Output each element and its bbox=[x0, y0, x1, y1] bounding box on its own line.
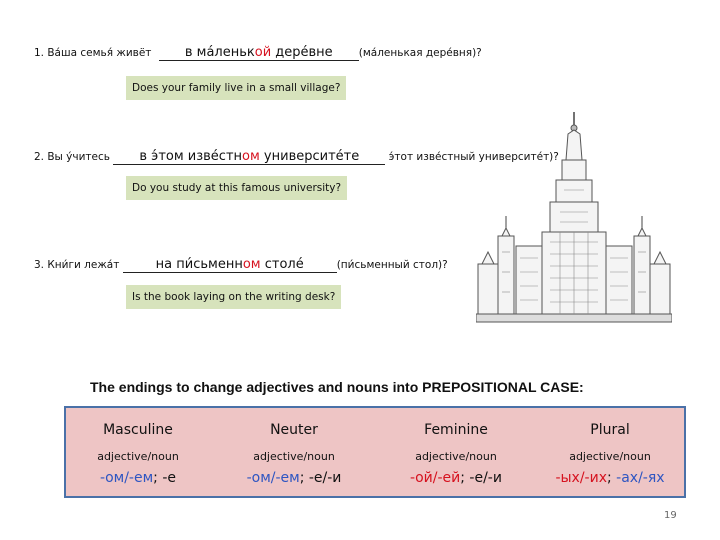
masculine-noun-ending: -е bbox=[162, 470, 176, 486]
column-head-neuter: Neuter bbox=[270, 422, 318, 438]
sentence-1-hint: (ма́ленькая дере́вня)? bbox=[358, 47, 482, 59]
sentence-2-answer-blank bbox=[113, 149, 385, 165]
sentence-1-prefix: 1. Ва́ша семья́ живёт bbox=[34, 47, 152, 59]
sentence-3-prefix: 3. Кни́ги лежа́т bbox=[34, 259, 120, 271]
endings-title: The endings to change adjectives and nouns into PREPOSITIONAL CASE: bbox=[90, 379, 584, 395]
column-head-plural: Plural bbox=[590, 422, 630, 438]
translation-1: Does your family live in a small village? bbox=[126, 76, 346, 100]
masculine-separator: ; bbox=[153, 470, 163, 486]
feminine-adjective-ending: -ой/-ей bbox=[410, 470, 461, 486]
sentence-1-noun: дере́вне bbox=[271, 45, 333, 60]
column-sub-plural: adjective/noun bbox=[569, 450, 651, 463]
sentence-2-noun: университе́те bbox=[259, 149, 360, 164]
column-endings-neuter bbox=[216, 470, 372, 486]
column-endings-masculine bbox=[72, 470, 204, 486]
sentence-3-hint: (пи́сьменный стол)? bbox=[336, 259, 448, 271]
page-number: 19 bbox=[664, 510, 677, 521]
column-endings-feminine bbox=[378, 470, 534, 486]
sentence-3-answer-stem: на пи́сьменн bbox=[155, 257, 243, 272]
column-sub-neuter: adjective/noun bbox=[253, 450, 335, 463]
column-head-masculine: Masculine bbox=[103, 422, 173, 438]
neuter-noun-ending: -е/-и bbox=[308, 470, 342, 486]
msu-building-icon bbox=[476, 112, 672, 324]
sentence-3 bbox=[34, 257, 448, 273]
sentence-3-answer-blank bbox=[123, 257, 337, 273]
neuter-separator: ; bbox=[299, 470, 309, 486]
neuter-adjective-ending: -ом/-ем bbox=[246, 470, 300, 486]
sentence-2-hint: э́тот изве́стный университе́т)? bbox=[388, 151, 559, 163]
masculine-adjective-ending: -ом/-ем bbox=[100, 470, 154, 486]
plural-adjective-ending: -ых/-их bbox=[555, 470, 607, 486]
column-sub-masculine: adjective/noun bbox=[97, 450, 179, 463]
sentence-3-noun: столе́ bbox=[260, 257, 304, 272]
translation-2: Do you study at this famous university? bbox=[126, 176, 347, 200]
sentence-1-answer-blank bbox=[159, 45, 359, 61]
feminine-separator: ; bbox=[460, 470, 470, 486]
sentence-3-adjective-ending: ом bbox=[242, 257, 261, 272]
plural-separator: ; bbox=[606, 470, 617, 486]
column-head-feminine: Feminine bbox=[424, 422, 488, 438]
sentence-2-answer-stem: в э́том изве́стн bbox=[139, 149, 243, 164]
sentence-2-adjective-ending: ом bbox=[242, 149, 260, 164]
endings-table bbox=[64, 406, 686, 498]
sentence-1 bbox=[34, 45, 482, 61]
plural-noun-ending: -ах/-ях bbox=[616, 470, 665, 486]
column-sub-feminine: adjective/noun bbox=[415, 450, 497, 463]
feminine-noun-ending: -е/-и bbox=[469, 470, 502, 486]
sentence-2-prefix: 2. Вы у́читесь bbox=[34, 151, 110, 163]
translation-3: Is the book laying on the writing desk? bbox=[126, 285, 341, 309]
column-endings-plural bbox=[540, 470, 680, 486]
sentence-1-adjective-ending: ой bbox=[254, 45, 272, 60]
sentence-1-answer-stem: в ма́леньк bbox=[184, 45, 255, 60]
